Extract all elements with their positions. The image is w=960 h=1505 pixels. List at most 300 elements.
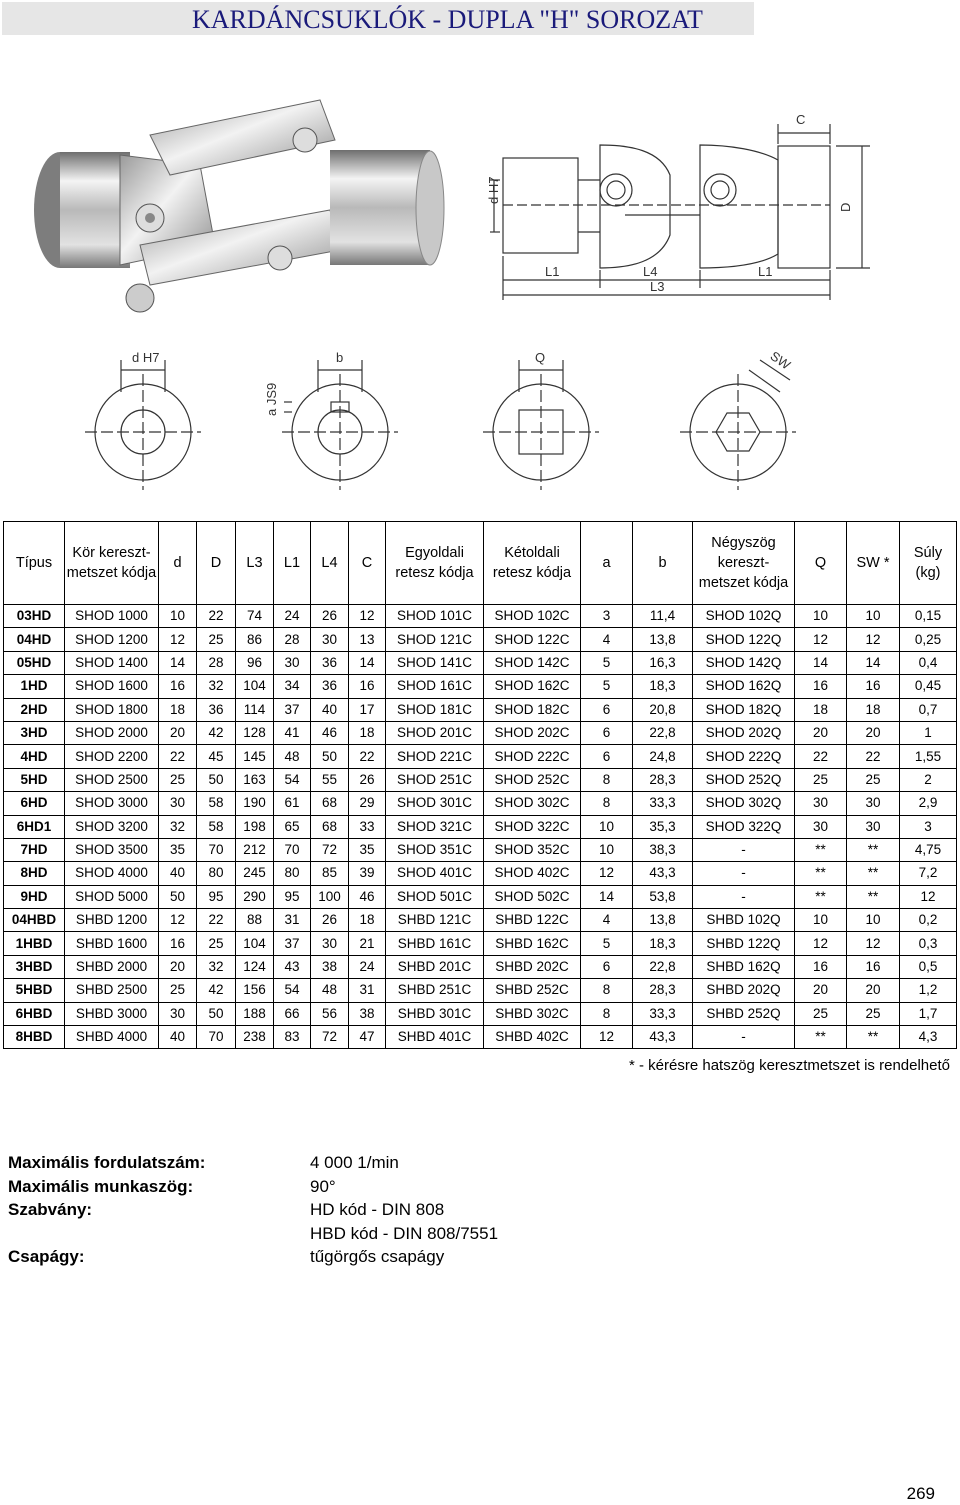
table-cell: 245	[236, 862, 274, 885]
table-row	[4, 1002, 957, 1025]
table-cell: 16	[795, 955, 847, 978]
table-cell: SHOD 352C	[484, 838, 581, 861]
table-row	[4, 932, 957, 955]
table-row	[4, 675, 957, 698]
table-cell: 22,8	[633, 955, 693, 978]
table-cell: 2,9	[900, 792, 957, 815]
table-cell: 25	[847, 1002, 900, 1025]
table-cell: 7,2	[900, 862, 957, 885]
table-cell: 40	[159, 862, 197, 885]
table-cell: -	[693, 1026, 795, 1049]
table-cell: 20	[159, 955, 197, 978]
table-cell: 22	[197, 909, 236, 932]
table-cell: 8	[581, 1002, 633, 1025]
table-cell: **	[795, 838, 847, 861]
table-cell: 37	[274, 932, 311, 955]
table-cell: 34	[274, 675, 311, 698]
svg-text:d H7: d H7	[132, 350, 160, 365]
table-cell: 1HBD	[4, 932, 65, 955]
spec-label: Maximális fordulatszám:	[8, 1153, 206, 1172]
table-cell: 56	[311, 1002, 349, 1025]
table-header-cell: Súly (kg)	[900, 522, 957, 605]
table-cell: 33,3	[633, 792, 693, 815]
table-cell: 18	[795, 698, 847, 721]
table-header-row	[4, 522, 957, 605]
table-cell: 5	[581, 651, 633, 674]
table-cell: 28	[197, 651, 236, 674]
table-cell: 24,8	[633, 745, 693, 768]
table-cell: 1,7	[900, 1002, 957, 1025]
table-cell: 10	[795, 605, 847, 628]
table-cell: 18	[349, 721, 386, 744]
table-cell: 30	[159, 1002, 197, 1025]
table-cell: 5HD	[4, 768, 65, 791]
table-cell: 1HD	[4, 675, 65, 698]
table-cell: 22	[795, 745, 847, 768]
table-cell: SHOD 252C	[484, 768, 581, 791]
table-header-cell: Kör kereszt- metszet kódja	[65, 522, 159, 605]
spec-label: Maximális munkaszög:	[8, 1176, 194, 1196]
table-cell: **	[795, 1026, 847, 1049]
table-cell: 43	[274, 955, 311, 978]
table-cell: 12	[581, 862, 633, 885]
table-cell: 8HD	[4, 862, 65, 885]
table-cell: 25	[847, 768, 900, 791]
table-cell: SHOD 321C	[386, 815, 484, 838]
spec-label: Szabvány:	[8, 1200, 93, 1219]
table-cell: 5	[581, 675, 633, 698]
table-header-cell: L1	[274, 522, 311, 605]
table-cell: SHBD 2500	[65, 979, 159, 1002]
table-cell: 14	[581, 885, 633, 908]
table-header-cell: L4	[311, 522, 349, 605]
table-cell: 100	[311, 885, 349, 908]
table-cell: 6	[581, 745, 633, 768]
table-cell: 83	[274, 1026, 311, 1049]
table-cell: 20	[795, 721, 847, 744]
spec-label: Csapágy:	[8, 1247, 85, 1266]
table-cell: SHOD 181C	[386, 698, 484, 721]
table-cell: 40	[159, 1026, 197, 1049]
table-cell: 18	[159, 698, 197, 721]
table-cell: 13	[349, 628, 386, 651]
table-cell: **	[847, 1026, 900, 1049]
table-cell: 32	[197, 955, 236, 978]
table-cell: SHOD 351C	[386, 838, 484, 861]
table-row	[4, 909, 957, 932]
table-cell: 0,15	[900, 605, 957, 628]
table-cell: SHBD 251C	[386, 979, 484, 1002]
table-cell: 35	[159, 838, 197, 861]
table-cell: 41	[274, 721, 311, 744]
table-cell: 36	[311, 675, 349, 698]
table-cell: -	[693, 885, 795, 908]
table-cell: 0,7	[900, 698, 957, 721]
table-cell: -	[693, 862, 795, 885]
table-cell: SHOD 201C	[386, 721, 484, 744]
table-cell: 32	[197, 675, 236, 698]
table-cell: 28,3	[633, 979, 693, 1002]
table-cell: 20	[847, 721, 900, 744]
table-header-cell: Kétoldali retesz kódja	[484, 522, 581, 605]
table-cell: SHOD 3000	[65, 792, 159, 815]
svg-text:L3: L3	[650, 279, 665, 294]
table-cell: SHOD 402C	[484, 862, 581, 885]
table-cell: 10	[795, 909, 847, 932]
table-cell: 30	[847, 815, 900, 838]
table-cell: SHOD 3500	[65, 838, 159, 861]
spec-value: HBD kód - DIN 808/7551	[310, 1223, 499, 1243]
table-cell: SHOD 501C	[386, 885, 484, 908]
table-cell: 48	[311, 979, 349, 1002]
table-cell: 5HBD	[4, 979, 65, 1002]
table-cell: SHOD 101C	[386, 605, 484, 628]
table-cell: 6HD1	[4, 815, 65, 838]
table-cell: SHBD 102Q	[693, 909, 795, 932]
table-cell: 190	[236, 792, 274, 815]
table-row	[4, 605, 957, 628]
table-cell: 12	[900, 885, 957, 908]
table-cell: 212	[236, 838, 274, 861]
table-cell: 0,3	[900, 932, 957, 955]
universal-joint-photo	[34, 100, 444, 312]
table-cell: 6	[581, 721, 633, 744]
table-cell: 10	[847, 909, 900, 932]
table-cell: SHOD 222Q	[693, 745, 795, 768]
cross-section-labels	[132, 348, 794, 416]
table-cell: 1,2	[900, 979, 957, 1002]
table-cell: 13,8	[633, 628, 693, 651]
table-cell: SHBD 202C	[484, 955, 581, 978]
table-cell: 0,5	[900, 955, 957, 978]
table-cell: 68	[311, 815, 349, 838]
table-cell: 72	[311, 1026, 349, 1049]
table-cell: SHBD 122Q	[693, 932, 795, 955]
table-cell: 30	[274, 651, 311, 674]
table-cell: **	[847, 885, 900, 908]
table-cell: 33,3	[633, 1002, 693, 1025]
table-cell: 24	[349, 955, 386, 978]
table-cell: 4HD	[4, 745, 65, 768]
table-cell: 26	[311, 605, 349, 628]
table-cell: SHBD 1200	[65, 909, 159, 932]
table-cell: 31	[274, 909, 311, 932]
table-cell: SHOD 1400	[65, 651, 159, 674]
table-cell: SHOD 1600	[65, 675, 159, 698]
table-cell: 48	[274, 745, 311, 768]
table-cell: 20	[847, 979, 900, 1002]
table-cell: 2HD	[4, 698, 65, 721]
table-cell: 104	[236, 932, 274, 955]
table-cell: 53,8	[633, 885, 693, 908]
table-cell: SHOD 221C	[386, 745, 484, 768]
table-cell: 12	[349, 605, 386, 628]
table-cell: **	[847, 862, 900, 885]
table-cell: 18	[349, 909, 386, 932]
table-cell: 198	[236, 815, 274, 838]
table-header-cell: C	[349, 522, 386, 605]
table-cell: 45	[197, 745, 236, 768]
table-cell: 0,25	[900, 628, 957, 651]
table-cell: 58	[197, 792, 236, 815]
table-cell: 124	[236, 955, 274, 978]
table-cell: SHBD 162C	[484, 932, 581, 955]
table-cell: SHOD 222C	[484, 745, 581, 768]
table-cell: 38	[349, 1002, 386, 1025]
table-cell: 4	[581, 628, 633, 651]
table-cell: 4,75	[900, 838, 957, 861]
table-cell: 50	[197, 768, 236, 791]
table-cell: 28,3	[633, 768, 693, 791]
table-cell: SHOD 401C	[386, 862, 484, 885]
table-cell: 96	[236, 651, 274, 674]
table-cell: 03HD	[4, 605, 65, 628]
table-row	[4, 885, 957, 908]
table-cell: 43,3	[633, 862, 693, 885]
table-cell: 0,2	[900, 909, 957, 932]
page-number: 269	[906, 1484, 935, 1503]
table-cell: 6	[581, 955, 633, 978]
table-cell: 4,3	[900, 1026, 957, 1049]
table-cell: SHOD 102Q	[693, 605, 795, 628]
table-cell: 61	[274, 792, 311, 815]
spec-value: 4 000 1/min	[310, 1153, 399, 1172]
table-row	[4, 628, 957, 651]
table-cell: SHOD 122Q	[693, 628, 795, 651]
table-cell: 20,8	[633, 698, 693, 721]
table-cell: SHOD 302C	[484, 792, 581, 815]
table-cell: 50	[311, 745, 349, 768]
table-cell: 74	[236, 605, 274, 628]
table-cell: SHOD 302Q	[693, 792, 795, 815]
table-cell: 70	[197, 1026, 236, 1049]
table-header-cell: b	[633, 522, 693, 605]
table-cell: 8HBD	[4, 1026, 65, 1049]
table-cell: 13,8	[633, 909, 693, 932]
table-cell: 6	[581, 698, 633, 721]
table-cell: 54	[274, 768, 311, 791]
table-row	[4, 698, 957, 721]
table-cell: 46	[349, 885, 386, 908]
table-cell: SHBD 252C	[484, 979, 581, 1002]
table-cell: 25	[197, 932, 236, 955]
table-row	[4, 979, 957, 1002]
table-cell: 6HD	[4, 792, 65, 815]
table-cell: SHOD 202Q	[693, 721, 795, 744]
table-cell: 26	[311, 909, 349, 932]
table-cell: SHBD 201C	[386, 955, 484, 978]
table-cell: 86	[236, 628, 274, 651]
table-cell: 39	[349, 862, 386, 885]
table-cell: 3HD	[4, 721, 65, 744]
table-cell: 1	[900, 721, 957, 744]
table-cell: 128	[236, 721, 274, 744]
svg-text:L1: L1	[758, 264, 773, 279]
spec-value: 90°	[310, 1176, 336, 1196]
table-row	[4, 721, 957, 744]
table-cell: 25	[795, 768, 847, 791]
table-cell: SHOD 2000	[65, 721, 159, 744]
table-cell: SHOD 141C	[386, 651, 484, 674]
table-cell: 14	[795, 651, 847, 674]
table-cell: 70	[274, 838, 311, 861]
table-cell: SHOD 102C	[484, 605, 581, 628]
table-cell: SHOD 252Q	[693, 768, 795, 791]
table-cell: 32	[159, 815, 197, 838]
table-cell: 31	[349, 979, 386, 1002]
table-cell: 30	[311, 628, 349, 651]
table-cell: 47	[349, 1026, 386, 1049]
svg-text:L1: L1	[545, 264, 560, 279]
table-cell: 33	[349, 815, 386, 838]
svg-text:SW: SW	[767, 348, 794, 373]
table-cell: 55	[311, 768, 349, 791]
table-cell: 42	[197, 979, 236, 1002]
table-cell: SHBD 252Q	[693, 1002, 795, 1025]
table-cell: 58	[197, 815, 236, 838]
table-cell: 37	[274, 698, 311, 721]
svg-text:C: C	[796, 112, 806, 127]
svg-text:d H7: d H7	[486, 176, 501, 204]
table-cell: 88	[236, 909, 274, 932]
table-cell: SHBD 121C	[386, 909, 484, 932]
table-cell: 12	[581, 1026, 633, 1049]
table-cell: 16	[159, 675, 197, 698]
table-cell: SHOD 162Q	[693, 675, 795, 698]
table-cell: 20	[159, 721, 197, 744]
table-cell: 72	[311, 838, 349, 861]
svg-text:D: D	[838, 202, 853, 212]
table-header-cell: Négyszög kereszt- metszet kódja	[693, 522, 795, 605]
table-cell: 70	[197, 838, 236, 861]
table-cell: 290	[236, 885, 274, 908]
table-cell: 35	[349, 838, 386, 861]
table-cell: **	[795, 862, 847, 885]
table-cell: 04HD	[4, 628, 65, 651]
table-cell: 18	[847, 698, 900, 721]
table-cell: 25	[159, 979, 197, 1002]
table-cell: 30	[795, 815, 847, 838]
footnote: * - kérésre hatszög keresztmetszet is rendelhető	[629, 1057, 950, 1074]
table-cell: 12	[159, 909, 197, 932]
table-header-cell: Q	[795, 522, 847, 605]
table-cell: 20	[795, 979, 847, 1002]
table-row	[4, 768, 957, 791]
table-cell: 163	[236, 768, 274, 791]
table-cell: 42	[197, 721, 236, 744]
table-cell: 16	[349, 675, 386, 698]
table-cell: 05HD	[4, 651, 65, 674]
technical-drawings	[0, 40, 960, 520]
table-cell: SHOD 162C	[484, 675, 581, 698]
table-cell: SHOD 251C	[386, 768, 484, 791]
table-cell: SHOD 142C	[484, 651, 581, 674]
table-cell: 14	[847, 651, 900, 674]
table-cell: 238	[236, 1026, 274, 1049]
table-cell: 0,45	[900, 675, 957, 698]
table-row	[4, 651, 957, 674]
table-cell: SHBD 3000	[65, 1002, 159, 1025]
table-header-cell: a	[581, 522, 633, 605]
table-cell: 46	[311, 721, 349, 744]
svg-text:L4: L4	[643, 264, 658, 279]
table-cell: SHBD 2000	[65, 955, 159, 978]
table-cell: 43,3	[633, 1026, 693, 1049]
table-cell: SHOD 2500	[65, 768, 159, 791]
table-cell: 22	[159, 745, 197, 768]
table-cell: 6HBD	[4, 1002, 65, 1025]
table-cell: SHOD 122C	[484, 628, 581, 651]
table-cell: 114	[236, 698, 274, 721]
svg-text:Q: Q	[535, 350, 546, 365]
table-cell: 8	[581, 768, 633, 791]
table-cell: 04HBD	[4, 909, 65, 932]
table-cell: SHOD 121C	[386, 628, 484, 651]
table-cell: SHBD 401C	[386, 1026, 484, 1049]
table-cell: SHBD 161C	[386, 932, 484, 955]
table-cell: 35,3	[633, 815, 693, 838]
table-cell: 16,3	[633, 651, 693, 674]
table-cell: 22	[847, 745, 900, 768]
svg-text:b: b	[336, 350, 344, 365]
table-cell: SHOD 142Q	[693, 651, 795, 674]
table-cell: 16	[847, 675, 900, 698]
table-cell: 16	[159, 932, 197, 955]
table-cell: 68	[311, 792, 349, 815]
table-cell: 145	[236, 745, 274, 768]
table-cell: 9HD	[4, 885, 65, 908]
table-cell: 2	[900, 768, 957, 791]
table-row	[4, 862, 957, 885]
table-cell: SHOD 3200	[65, 815, 159, 838]
table-cell: -	[693, 838, 795, 861]
table-header-cell: D	[197, 522, 236, 605]
table-cell: 8	[581, 979, 633, 1002]
table-cell: 10	[581, 838, 633, 861]
table-cell: SHOD 1200	[65, 628, 159, 651]
table-cell: 22	[197, 605, 236, 628]
table-cell: 0,4	[900, 651, 957, 674]
table-cell: 16	[847, 955, 900, 978]
table-cell: 12	[847, 932, 900, 955]
table-cell: **	[795, 885, 847, 908]
table-cell: 104	[236, 675, 274, 698]
table-cell: SHOD 202C	[484, 721, 581, 744]
spec-value: HD kód - DIN 808	[310, 1200, 445, 1219]
table-header-cell: SW *	[847, 522, 900, 605]
table-cell: 7HD	[4, 838, 65, 861]
table-row	[4, 792, 957, 815]
table-cell: 22,8	[633, 721, 693, 744]
table-cell: 80	[197, 862, 236, 885]
table-cell: 10	[847, 605, 900, 628]
table-cell: 11,4	[633, 605, 693, 628]
table-row	[4, 955, 957, 978]
table-cell: 4	[581, 909, 633, 932]
table-cell: 17	[349, 698, 386, 721]
table-cell: 21	[349, 932, 386, 955]
cross-section-drawings	[85, 360, 796, 490]
table-header-cell: Egyoldali retesz kódja	[386, 522, 484, 605]
table-cell: 30	[795, 792, 847, 815]
table-cell: SHOD 182C	[484, 698, 581, 721]
table-cell: 3	[581, 605, 633, 628]
table-cell: 26	[349, 768, 386, 791]
table-cell: 25	[159, 768, 197, 791]
table-body	[4, 605, 957, 1049]
table-cell: SHOD 301C	[386, 792, 484, 815]
table-cell: 38	[311, 955, 349, 978]
